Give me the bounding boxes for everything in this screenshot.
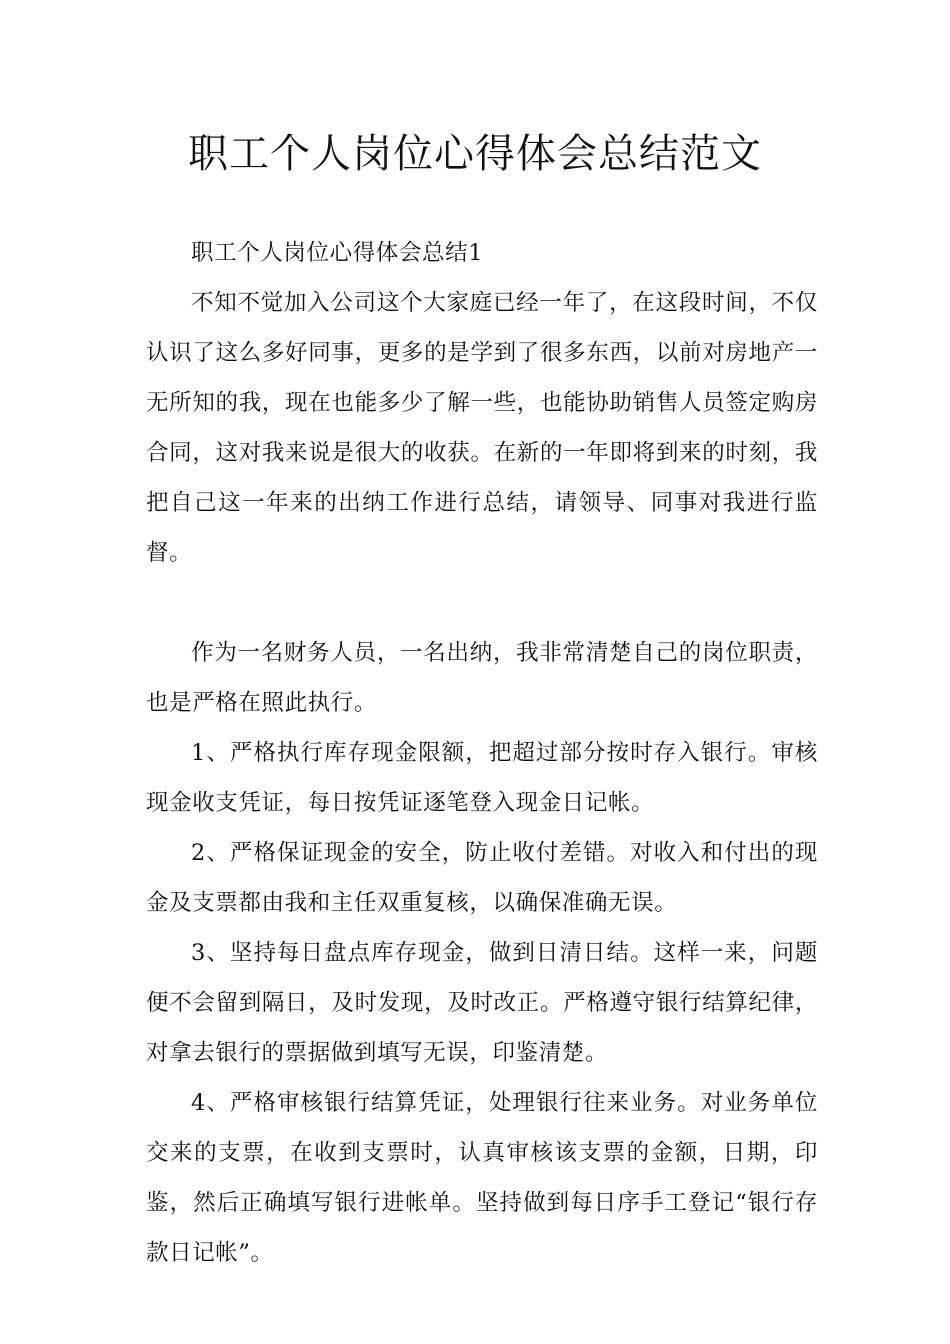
paragraph-item-4: 4、严格审核银行结算凭证，处理银行往来业务。对业务单位交来的支票，在收到支票时，认真审核该支票的金额，日期，印鉴，然后正确填写银行进帐单。坚持做到每日序手工登记“银行存款日记帐”。 bbox=[146, 1090, 818, 1266]
paragraph-item-1: 1、严格执行库存现金限额，把超过部分按时存入银行。审核现金收支凭证，每日按凭证逐笔登入现金日记帐。 bbox=[146, 740, 818, 816]
blank-line bbox=[146, 578, 818, 628]
document-title: 职工个人岗位心得体会总结范文 bbox=[188, 131, 762, 177]
paragraph-item-2: 2、严格保证现金的安全，防止收付差错。对收入和付出的现金及支票都由我和主任双重复核，以确保准确无误。 bbox=[146, 840, 818, 916]
paragraph-item-3: 3、坚持每日盘点库存现金，做到日清日结。这样一来，问题便不会留到隔日，及时发现，及时改正。严格遵守银行结算纪律，对拿去银行的票据做到填写无误，印鉴清楚。 bbox=[146, 940, 818, 1066]
document-body bbox=[146, 228, 818, 1278]
paragraph-duties: 作为一名财务人员，一名出纳，我非常清楚自己的岗位职责，也是严格在照此执行。 bbox=[146, 640, 818, 716]
paragraph-intro: 不知不觉加入公司这个大家庭已经一年了，在这段时间，不仅认识了这么多好同事，更多的是学到了很多东西，以前对房地产一无所知的我，现在也能多少了解一些，也能协助销售人员签定购房合同，这对我来说是很大的收获。在新的一年即将到来的时刻，我把自己这一年来的出纳工作进行总结，请领导、同事对我进行监督。 bbox=[146, 290, 818, 566]
section-heading: 职工个人岗位心得体会总结1 bbox=[191, 240, 484, 266]
